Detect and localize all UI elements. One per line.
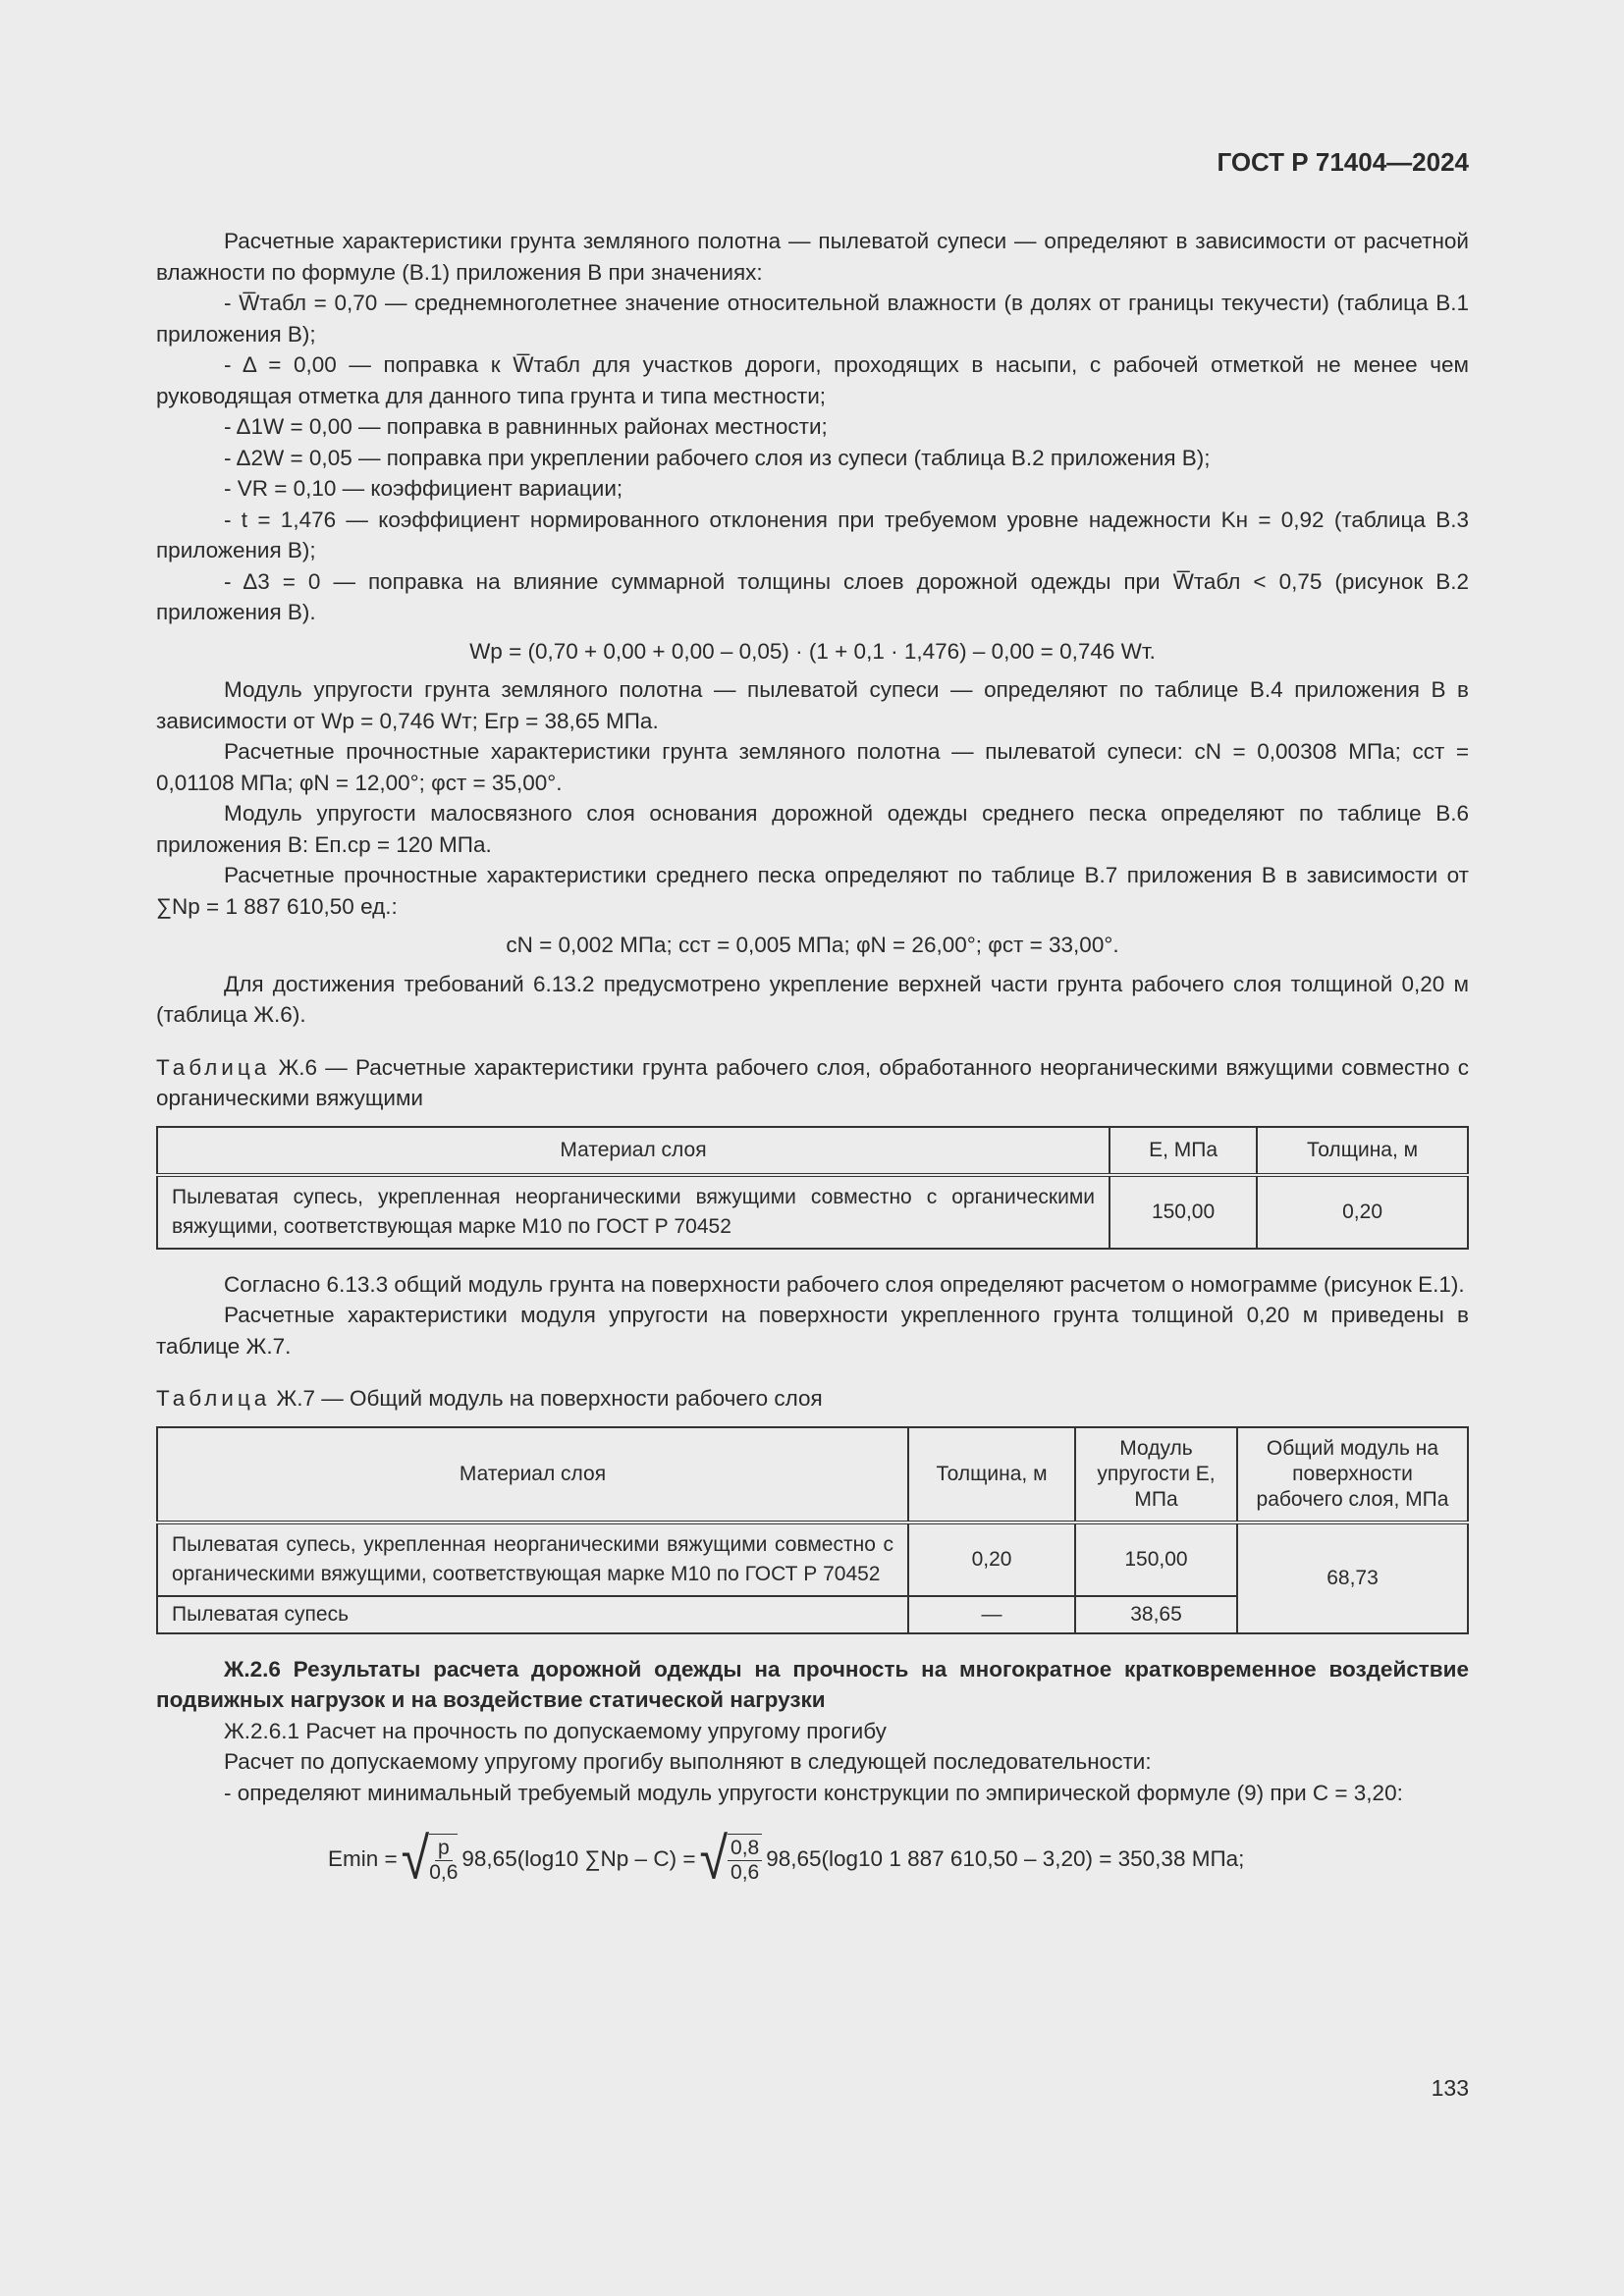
list-item-t: - t = 1,476 — коэффициент нормированного отклонения при требуемом уровне надежности Kн = 0,92 (таблица В.3 приложения В); (156, 507, 1469, 562)
paragraph-intro: Расчетные характеристики грунта земляного полотна — пылеватой супеси — определяют в зависимости от расчетной влажности по формуле (В.1) приложения В при значениях: (156, 229, 1469, 285)
list-item-delta1: - Δ1W = 0,00 — поправка в равнинных районах местности; (224, 414, 828, 439)
paragraph-reinforce: Для достижения требований 6.13.2 предусмотрено укрепление верхней части грунта рабочего слоя толщиной 0,20 м (таблица Ж.6). (156, 971, 1469, 1027)
table7-header-modulus: Модуль упругости E, МПа (1075, 1427, 1237, 1522)
list-item-delta2: - Δ2W = 0,05 — поправка при укреплении рабочего слоя из супеси (таблица В.2 приложения В); (224, 445, 1211, 470)
table7-header-thickness: Толщина, м (908, 1427, 1075, 1522)
paragraph-sand-strength: Расчетные прочностные характеристики среднего песка определяют по таблице В.7 приложения В в зависимости от ∑Nр = 1 887 610,50 ед.: (156, 863, 1469, 919)
fraction-1-num: p (435, 1837, 453, 1861)
list-item-variation: - VR = 0,10 — коэффициент вариации; (224, 476, 623, 501)
section-title: Ж.2.6 Результаты расчета дорожной одежды на прочность на многократное кратковременное воздействие подвижных нагрузок и на воздействие статической нагрузки (156, 1656, 1469, 1712)
table7-cell-thickness: 0,20 (908, 1522, 1075, 1596)
fraction-2-den: 0,6 (731, 1861, 760, 1884)
table7-cell-general: 68,73 (1237, 1522, 1468, 1633)
sqrt-symbol: √ $\frac{p}{0,6}$ (401, 1826, 459, 1893)
table7-cell-material: Пылеватая супесь (157, 1596, 908, 1633)
paragraph-strength: Расчетные прочностные характеристики грунта земляного полотна — пылеватой супеси: cN = 0,00308 МПа; cст = 0,01108 МПа; φN = 12,00°; φст = 35,00°. (156, 739, 1469, 795)
list-item-delta3: - Δ3 = 0 — поправка на влияние суммарной толщины слоев дорожной одежды при W̅табл < 0,75 (рисунок В.2 приложения В). (156, 568, 1469, 624)
list-item-w-tabl: - W̅табл = 0,70 — среднемноголетнее значение относительной влажности (в долях от границы текучести) (таблица В.1 приложения В); (156, 291, 1469, 347)
paragraph-sequence: Расчет по допускаемому упругому прогибу выполняют в следующей последовательности: (224, 1749, 1152, 1774)
doc-header: ГОСТ Р 71404—2024 (1217, 147, 1469, 177)
formula-emin-part1: 98,65(log10 ∑Nр – C) = (461, 1846, 696, 1872)
table6-header-e: E, МПа (1110, 1127, 1257, 1175)
table7-cell-thickness: — (908, 1596, 1075, 1633)
table-row (157, 1175, 1468, 1249)
fraction-2-num: 0,8 (728, 1837, 762, 1861)
table6-cell-material: Пылеватая супесь, укрепленная неорганическими вяжущими совместно с органическими вяжущими, соответствующая марке М10 по ГОСТ Р 70452 (157, 1175, 1110, 1249)
table7-cell-material: Пылеватая супесь, укрепленная неорганическими вяжущими совместно с органическими вяжущими, соответствующая марке М10 по ГОСТ Р 70452 (157, 1522, 908, 1596)
paragraph-sand-modulus: Модуль упругости малосвязного слоя основания дорожной одежды среднего песка определяют по таблице В.6 приложения В: Еп.ср = 120 МПа. (156, 801, 1469, 857)
table-row (157, 1522, 1468, 1596)
table6-header-thickness: Толщина, м (1257, 1127, 1468, 1175)
paragraph-modulus: Модуль упругости грунта земляного полотна — пылеватой супеси — определяют по таблице В.4 приложения В в зависимости от Wр = 0,746 Wт; Егр = 38,65 МПа. (156, 677, 1469, 733)
table7-cell-modulus: 38,65 (1075, 1596, 1237, 1633)
formula-emin-part2: 98,65(log10 1 887 610,50 – 3,20) = 350,38 МПа; (766, 1846, 1245, 1872)
fraction-1 (429, 1834, 458, 1885)
fraction-1-den: 0,6 (429, 1861, 459, 1884)
table6-cell-thickness: 0,20 (1257, 1175, 1468, 1249)
formula-emin-lhs: Emin = (328, 1846, 398, 1872)
subsection-title: Ж.2.6.1 Расчет на прочность по допускаемому упругому прогибу (224, 1718, 887, 1743)
table7-caption-prefix: Таблица (156, 1386, 271, 1411)
table6-header-material: Материал слоя (157, 1127, 1110, 1175)
table6-cell-e: 150,00 (1110, 1175, 1257, 1249)
paragraph-general-modulus: Согласно 6.13.3 общий модуль грунта на поверхности рабочего слоя определяют расчетом о номограмме (рисунок Е.1). (224, 1271, 1465, 1297)
sqrt-symbol: √ $\frac{0,8}{0,6}$ (699, 1834, 762, 1885)
fraction-2 (728, 1834, 762, 1885)
document-body (156, 226, 1469, 1893)
paragraph-emin: - определяют минимальный требуемый модуль упругости конструкции по эмпирической формуле (9) при C = 3,20: (224, 1780, 1403, 1805)
table7-cell-modulus: 150,00 (1075, 1522, 1237, 1596)
table7-caption (156, 1383, 1469, 1415)
table6-caption-prefix: Таблица (156, 1054, 271, 1080)
page-number: 133 (1431, 2075, 1469, 2101)
paragraph-results-table7: Расчетные характеристики модуля упругости на поверхности укрепленного грунта толщиной 0,20 м приведены в таблице Ж.7. (156, 1303, 1469, 1359)
table6-caption (156, 1052, 1469, 1114)
formula-emin (156, 1826, 1469, 1893)
table6-caption-text: Ж.6 — Расчетные характеристики грунта рабочего слоя, обработанного неорганическими вяжущими совместно с органическими вяжущими (156, 1054, 1469, 1110)
table7-header-general: Общий модуль на поверхности рабочего слоя, МПа (1237, 1427, 1468, 1522)
list-item-delta: - Δ = 0,00 — поправка к W̅табл для участков дороги, проходящих в насыпи, с рабочей отметкой не менее чем руководящая отметка для данного типа грунта и типа местности; (156, 352, 1469, 408)
table-7 (156, 1426, 1469, 1634)
formula-wp: Wр = (0,70 + 0,00 + 0,00 – 0,05) · (1 + 0,1 · 1,476) – 0,00 = 0,746 Wт. (469, 638, 1156, 664)
table7-header-material: Материал слоя (157, 1427, 908, 1522)
table7-caption-text: Ж.7 — Общий модуль на поверхности рабочего слоя (270, 1386, 823, 1411)
formula-sand: cN = 0,002 МПа; cст = 0,005 МПа; φN = 26,00°; φст = 33,00°. (506, 933, 1119, 957)
table-6 (156, 1126, 1469, 1250)
